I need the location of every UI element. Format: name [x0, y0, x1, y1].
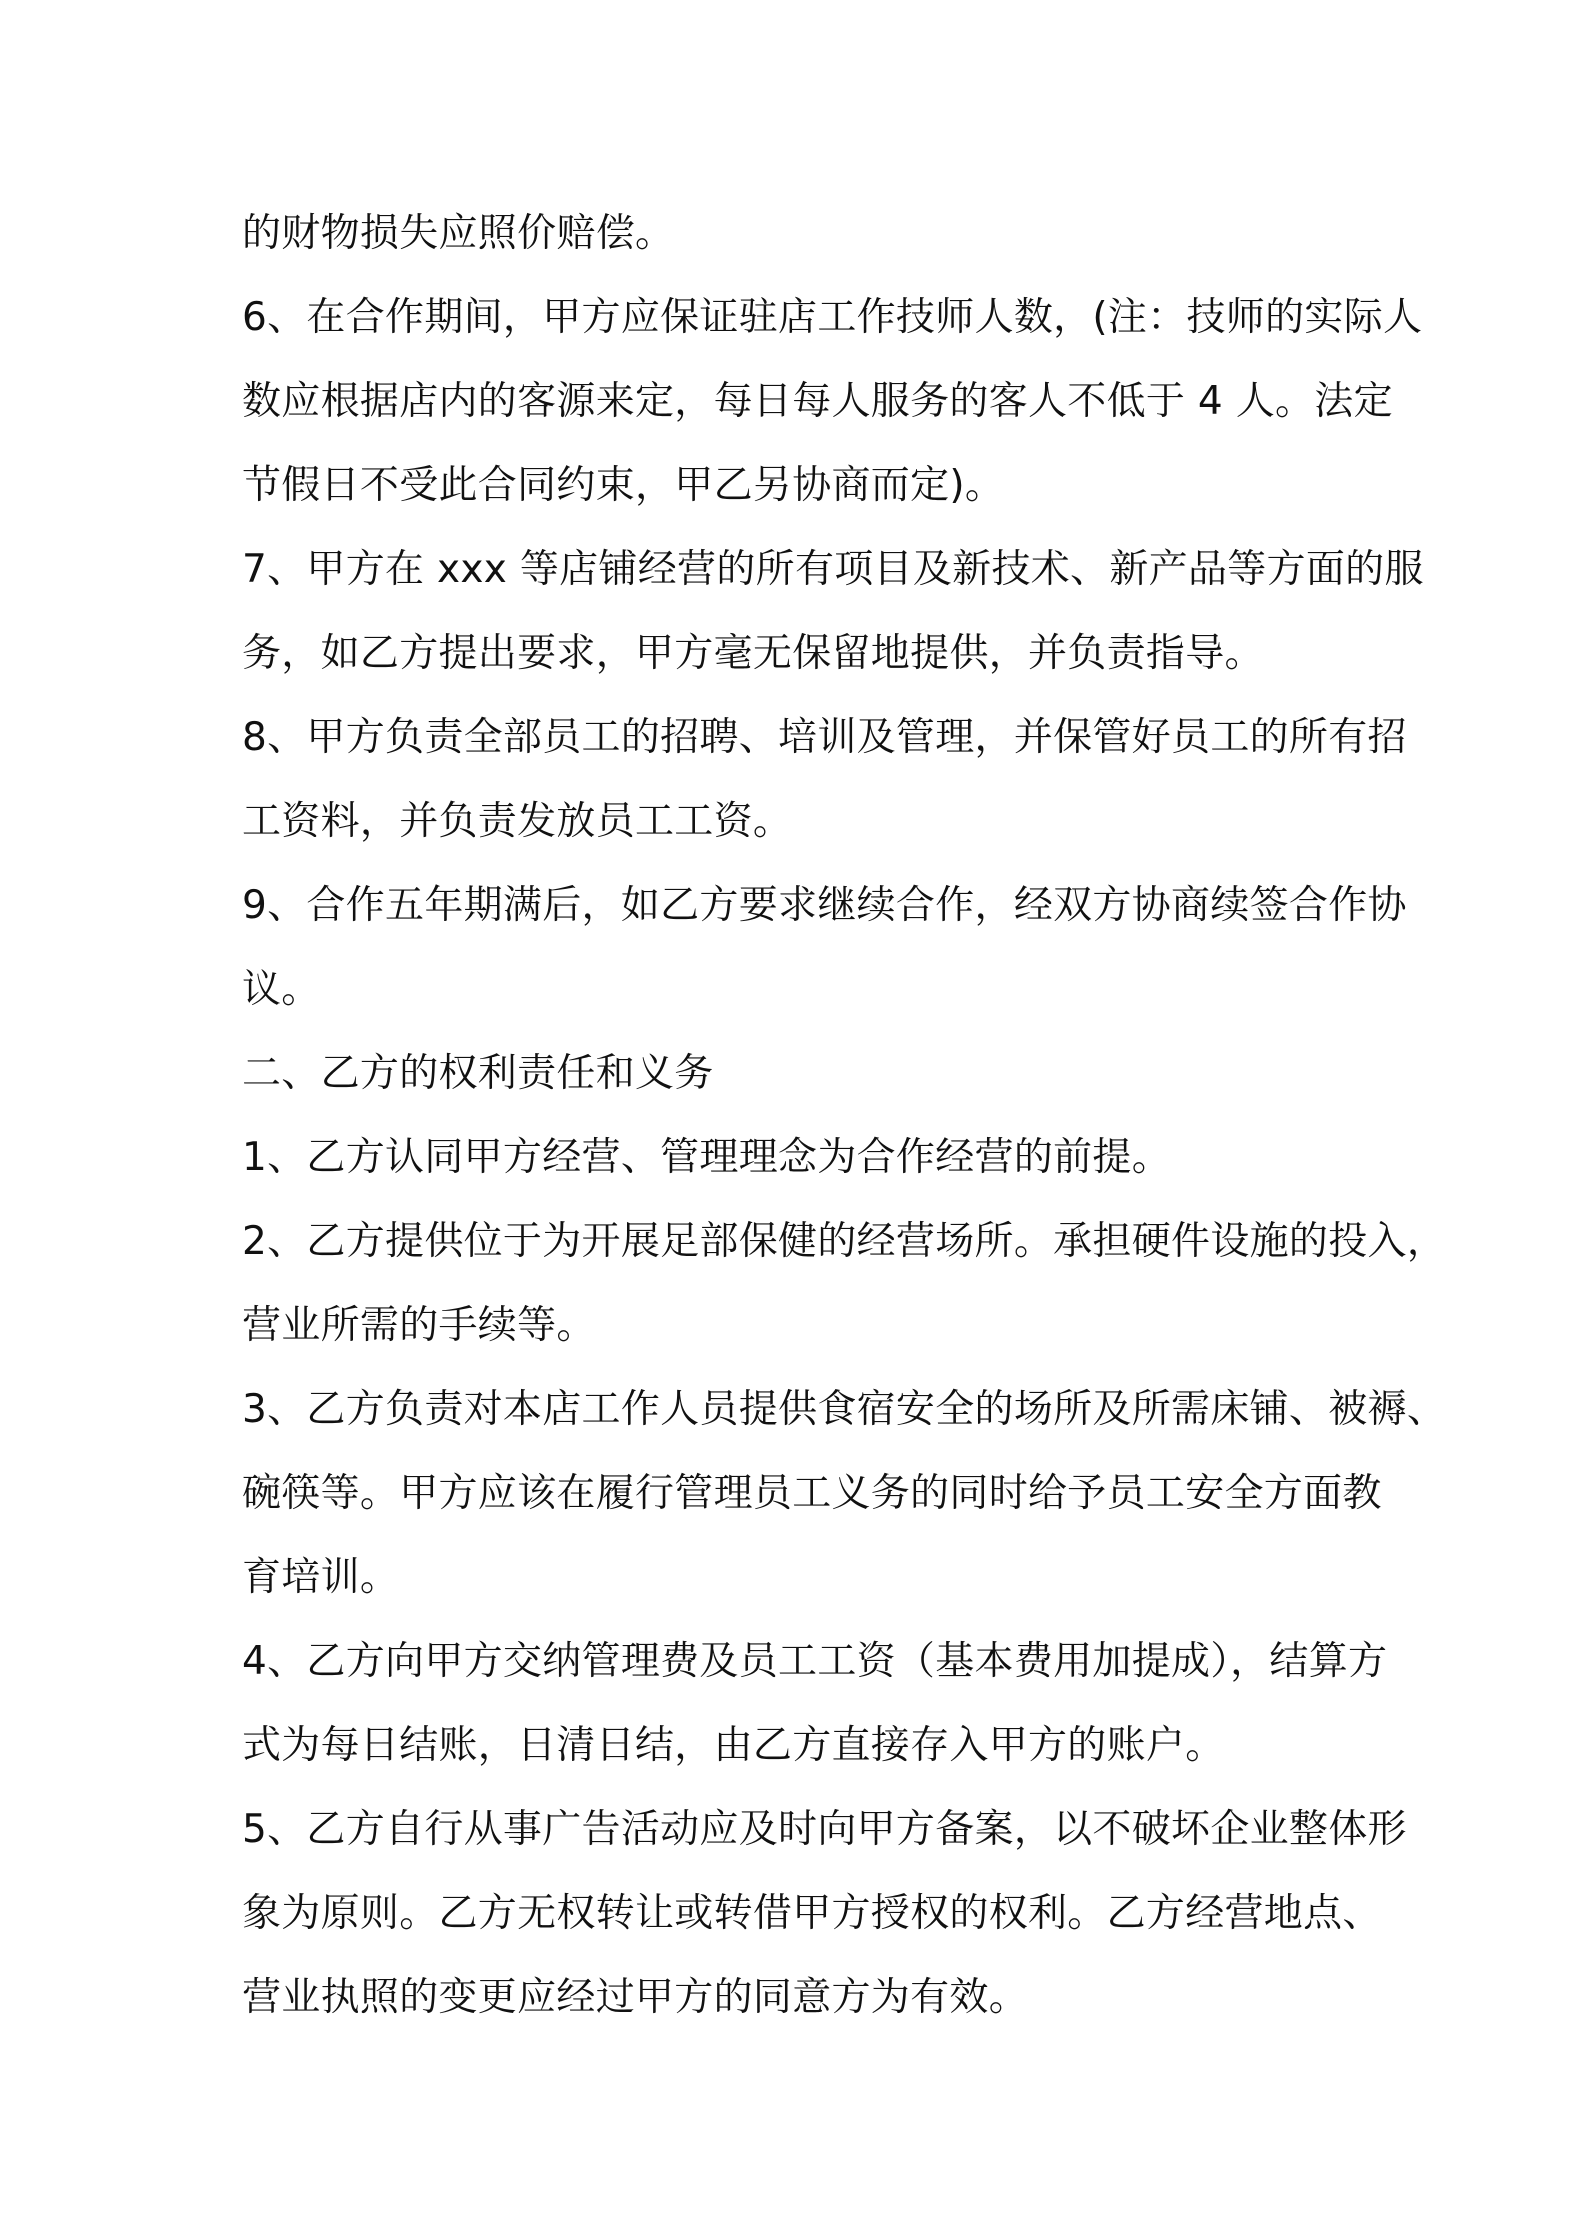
text-line: 碗筷等。甲方应该在履行管理员工义务的同时给予员工安全方面教	[242, 1471, 1382, 1516]
document-body	[242, 192, 1447, 2040]
text-line: 营业所需的手续等。	[242, 1303, 596, 1348]
text-line: 8、甲方负责全部员工的招聘、培训及管理，并保管好员工的所有招	[242, 715, 1407, 760]
text-line: 数应根据店内的客源来定，每日每人服务的客人不低于 4 人。法定	[242, 379, 1393, 424]
text-line: 6、在合作期间，甲方应保证驻店工作技师人数，(注：技师的实际人	[242, 295, 1423, 340]
text-line: 3、乙方负责对本店工作人员提供食宿安全的场所及所需床铺、被褥、	[242, 1387, 1447, 1432]
text-line: 务，如乙方提出要求，甲方毫无保留地提供，并负责指导。	[242, 631, 1264, 676]
text-line: 营业执照的变更应经过甲方的同意方为有效。	[242, 1975, 1029, 2020]
text-line: 7、甲方在 xxx 等店铺经营的所有项目及新技术、新产品等方面的服	[242, 547, 1424, 592]
text-line: 象为原则。乙方无权转让或转借甲方授权的权利。乙方经营地点、	[242, 1891, 1382, 1936]
text-line: 5、乙方自行从事广告活动应及时向甲方备案，以不破坏企业整体形	[242, 1807, 1407, 1852]
text-line: 节假日不受此合同约束，甲乙另协商而定)。	[242, 463, 1005, 508]
text-line: 1、乙方认同甲方经营、管理理念为合作经营的前提。	[242, 1135, 1172, 1180]
section-heading: 二、乙方的权利责任和义务	[242, 1051, 714, 1096]
text-line: 的财物损失应照价赔偿。	[242, 211, 675, 256]
text-line: 议。	[242, 967, 321, 1012]
text-line: 9、合作五年期满后，如乙方要求继续合作，经双方协商续签合作协	[242, 883, 1407, 928]
text-line: 工资料，并负责发放员工工资。	[242, 799, 793, 844]
text-line: 育培训。	[242, 1555, 400, 1600]
text-line: 2、乙方提供位于为开展足部保健的经营场所。承担硬件设施的投入，	[242, 1219, 1447, 1264]
text-line: 4、乙方向甲方交纳管理费及员工工资（基本费用加提成），结算方	[242, 1639, 1388, 1684]
text-line: 式为每日结账，日清日结，由乙方直接存入甲方的账户。	[242, 1723, 1225, 1768]
